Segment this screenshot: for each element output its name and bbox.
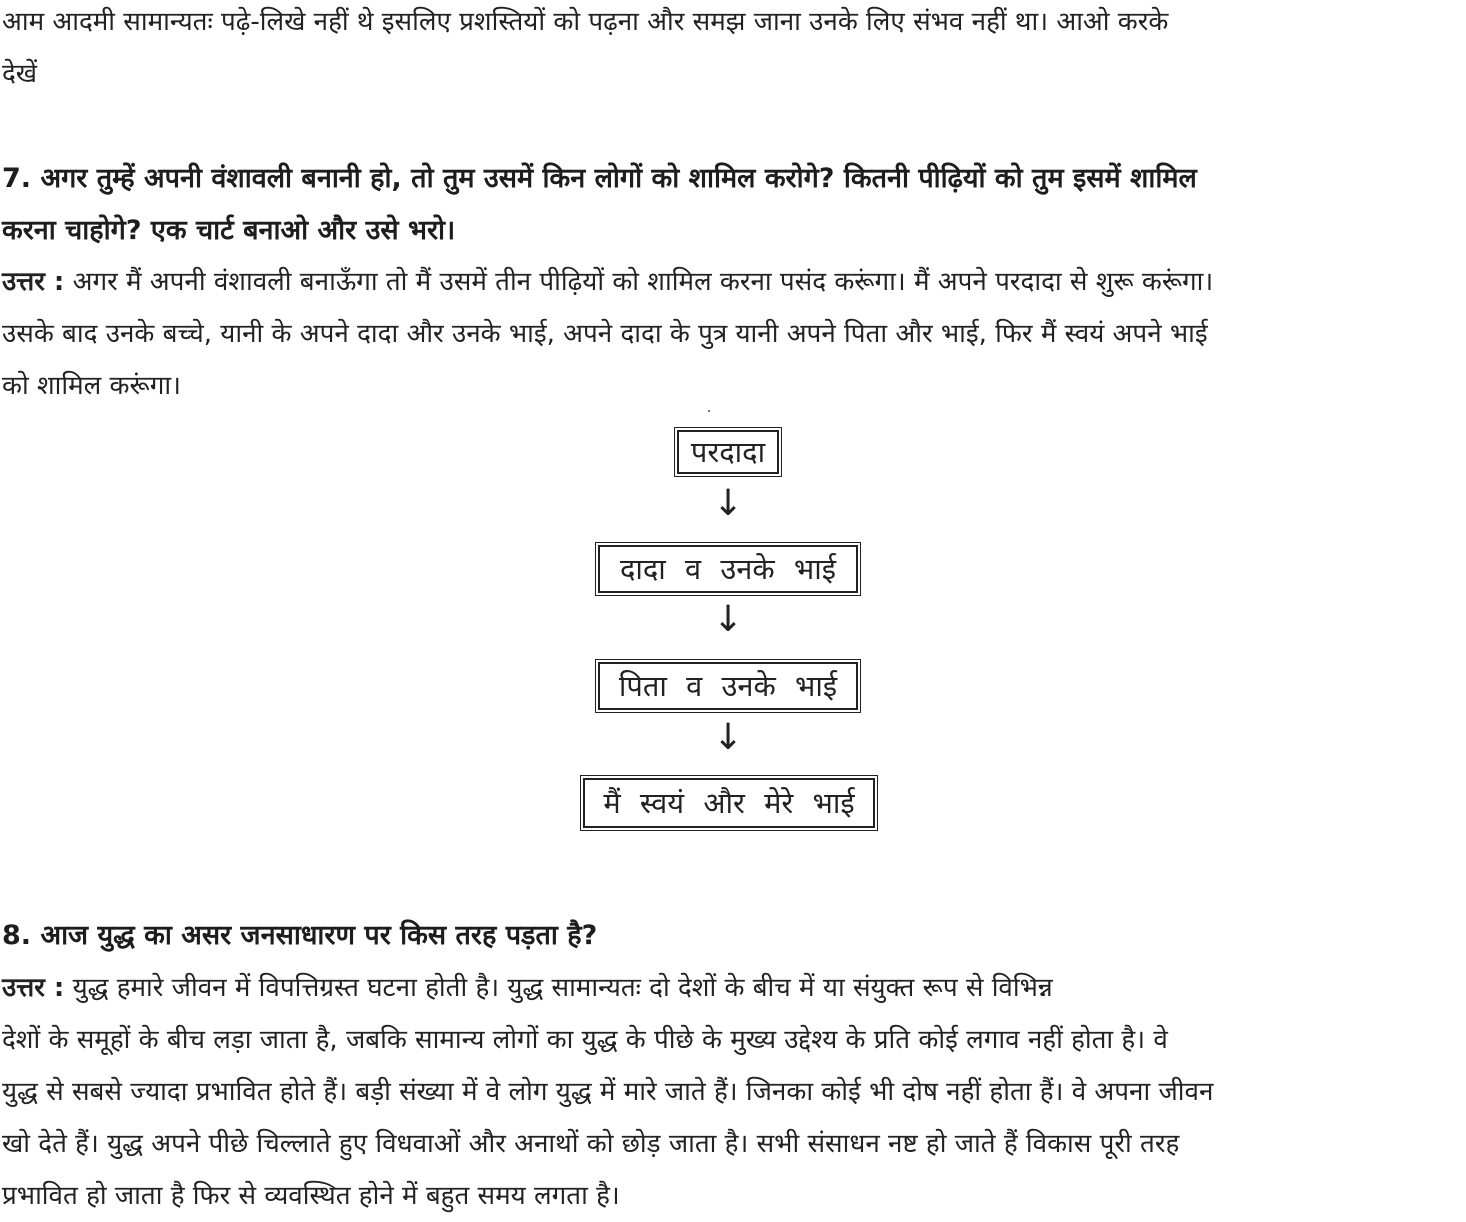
answer-8-line-4: खो देते हैं। युद्ध अपने पीछे चिल्लाते हुए विधवाओं और अनाथों को छोड़ जाता है। सभी संसाधन नष्ट हो जाते हैं विकास पूरी तरह xyxy=(2,1129,1180,1159)
down-arrow-icon: ↓ xyxy=(713,599,744,640)
flowchart-box-grandfather: दादा व उनके भाई xyxy=(598,545,858,593)
answer-7-line-1 xyxy=(2,256,1464,308)
answer-7 xyxy=(2,256,1464,412)
question-7-line-1: 7. अगर तुम्हें अपनी वंशावली बनानी हो, तो तुम उसमें किन लोगों को शामिल करोगे? कितनी पीढ़ियों को तुम इसमें शामिल xyxy=(2,163,1197,194)
question-7-line-2: करना चाहोगे? एक चार्ट बनाओ और उसे भरो। xyxy=(2,215,456,246)
answer-label: उत्तर : xyxy=(2,267,65,297)
question-8-text: 8. आज युद्ध का असर जनसाधारण पर किस तरह पड़ता है? xyxy=(2,920,598,951)
answer-8-line-1-text: युद्ध हमारे जीवन में विपत्तिग्रस्त घटना होती है। युद्ध सामान्यतः दो देशों के बीच में या संयुक्त रूप से विभिन्न xyxy=(64,973,1053,1003)
answer-8-line-2: देशों के समूहों के बीच लड़ा जाता है, जबकि सामान्य लोगों का युद्ध के पीछे के मुख्य उद्देश्य के प्रति कोई लगाव नहीं होता है। वे xyxy=(2,1025,1168,1055)
answer-8-line-3: युद्ध से सबसे ज्यादा प्रभावित होते हैं। बड़ी संख्या में वे लोग युद्ध में मारे जाते हैं। जिनका कोई भी दोष नहीं होता हैं। वे अपना जीवन xyxy=(2,1077,1214,1107)
question-7 xyxy=(2,153,1464,257)
intro-line-1: आम आदमी सामान्यतः पढ़े-लिखे नहीं थे इसलिए प्रशस्तियों को पढ़ना और समझ जाना उनके लिए संभव नहीं था। आओ करके xyxy=(2,7,1169,37)
flowchart-box-great-grandfather: परदादा xyxy=(677,430,779,474)
answer-7-line-3: को शामिल करूंगा। xyxy=(2,371,181,401)
answer-7-line-2: उसके बाद उनके बच्चे, यानी के अपने दादा और उनके भाई, अपने दादा के पुत्र यानी अपने पिता और भाई, फिर मैं स्वयं अपने भाई xyxy=(2,319,1208,349)
flowchart-box-father: पिता व उनके भाई xyxy=(598,662,858,710)
down-arrow-icon: ↓ xyxy=(713,717,744,758)
answer-8-line-5: प्रभावित हो जाता है फिर से व्यवस्थित होने में बहुत समय लगता है। xyxy=(2,1181,620,1211)
answer-7-line-1-text: अगर मैं अपनी वंशावली बनाऊँगा तो मैं उसमें तीन पीढ़ियों को शामिल करना पसंद करूंगा। मैं अपने परदादा से शुरू करूंगा। xyxy=(64,267,1214,297)
question-8 xyxy=(2,910,1464,962)
answer-8 xyxy=(2,962,1464,1222)
family-tree-flowchart xyxy=(560,420,900,840)
answer-8-line-1 xyxy=(2,962,1464,1014)
stray-dot xyxy=(708,410,710,412)
down-arrow-icon: ↓ xyxy=(713,483,744,524)
answer-label: उत्तर : xyxy=(2,973,65,1003)
intro-line-2: देखें xyxy=(2,59,38,89)
flowchart-box-self: मैं स्वयं और मेरे भाई xyxy=(583,778,875,828)
intro-paragraph xyxy=(2,0,1464,100)
